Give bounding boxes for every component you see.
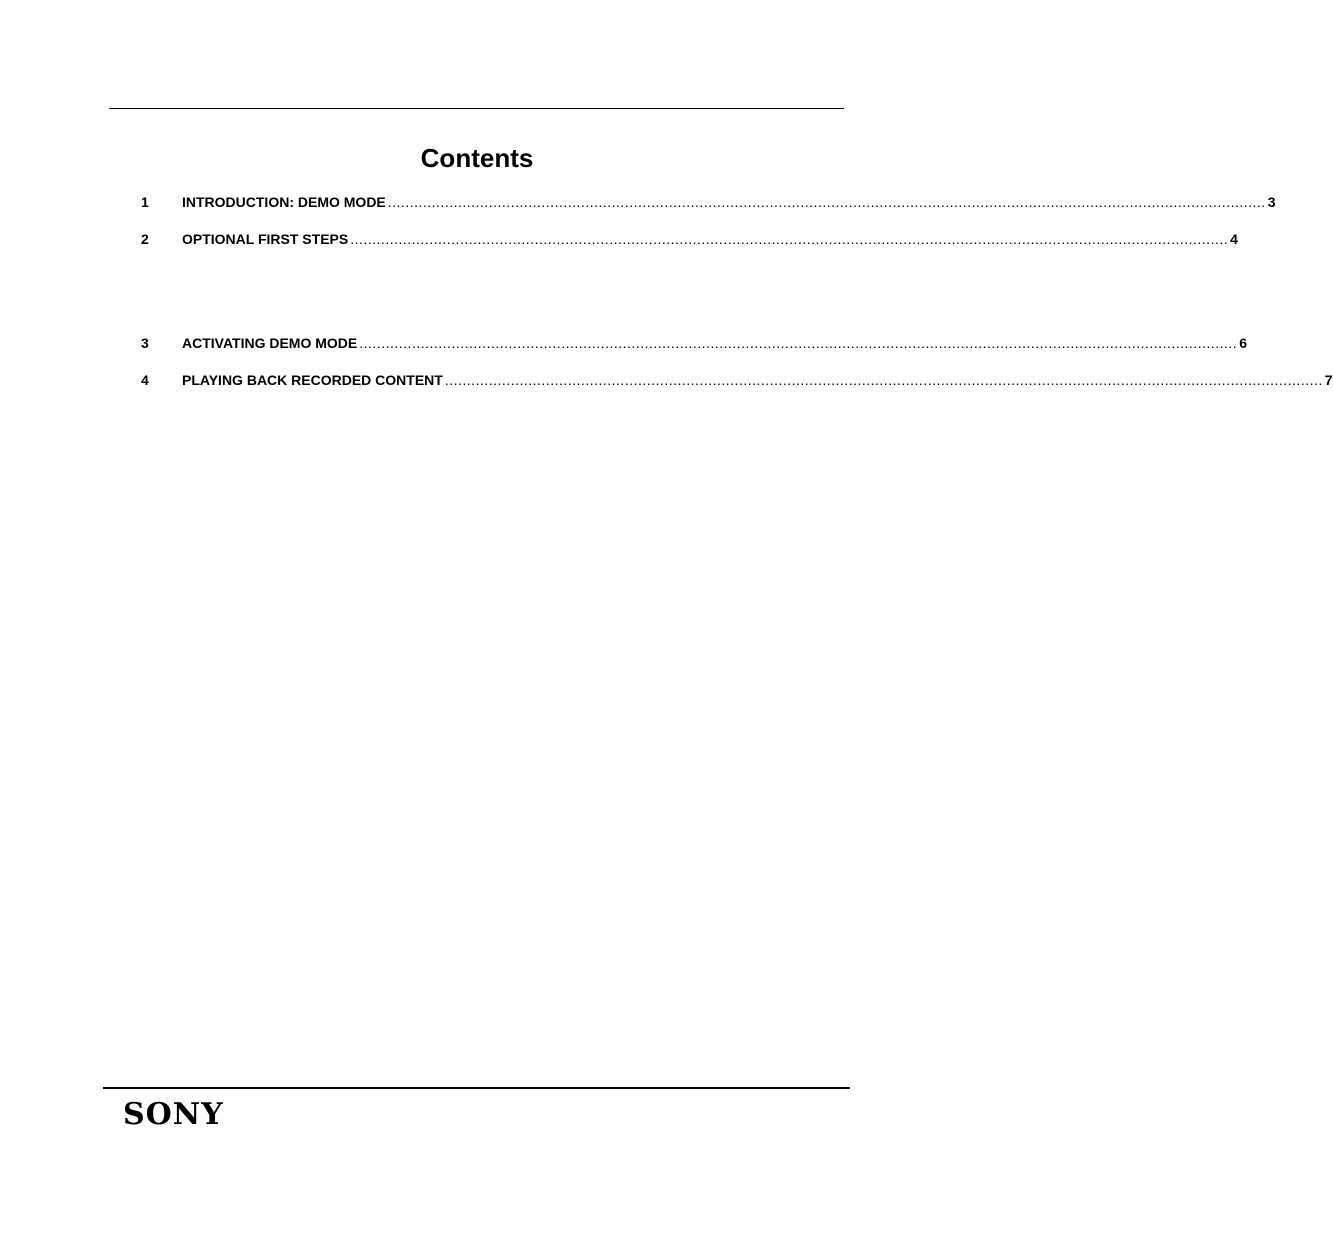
toc-entry-page: 3 (1267, 194, 1276, 210)
toc-entry-number: 2 (141, 231, 149, 247)
toc-entry-page: 6 (1239, 335, 1247, 351)
toc-entry-page: 7 (1324, 372, 1333, 388)
page-title: Contents (420, 143, 534, 173)
toc-dot-leader: ........................................................................................................................................................................................................ (444, 372, 1323, 388)
sony-logo: SONY (123, 1097, 224, 1132)
toc-dot-leader: ........................................................................................................................................................................................................ (359, 335, 1238, 351)
toc-entry-3[interactable] (141, 334, 1247, 352)
toc-entry-page: 4 (1230, 231, 1238, 247)
toc-dot-leader: ........................................................................................................................................................................................................ (350, 231, 1229, 247)
toc-entry-1[interactable] (141, 193, 1276, 211)
footer-rule (103, 1087, 850, 1089)
toc-entry-title: PLAYING BACK RECORDED CONTENT (182, 372, 443, 388)
toc-entry-number: 4 (141, 372, 149, 388)
toc-entry-number: 3 (141, 335, 149, 351)
toc-entry-title: ACTIVATING DEMO MODE (182, 335, 358, 351)
header-rule (109, 108, 844, 109)
toc-dot-leader: ........................................................................................................................................................................................................ (387, 194, 1266, 210)
toc-entry-4[interactable] (141, 371, 1333, 389)
toc-entry-title: INTRODUCTION: DEMO MODE (182, 194, 386, 210)
toc-entry-number: 1 (141, 194, 149, 210)
toc-entry-2[interactable] (141, 230, 1238, 248)
toc-entry-title: OPTIONAL FIRST STEPS (182, 231, 349, 247)
